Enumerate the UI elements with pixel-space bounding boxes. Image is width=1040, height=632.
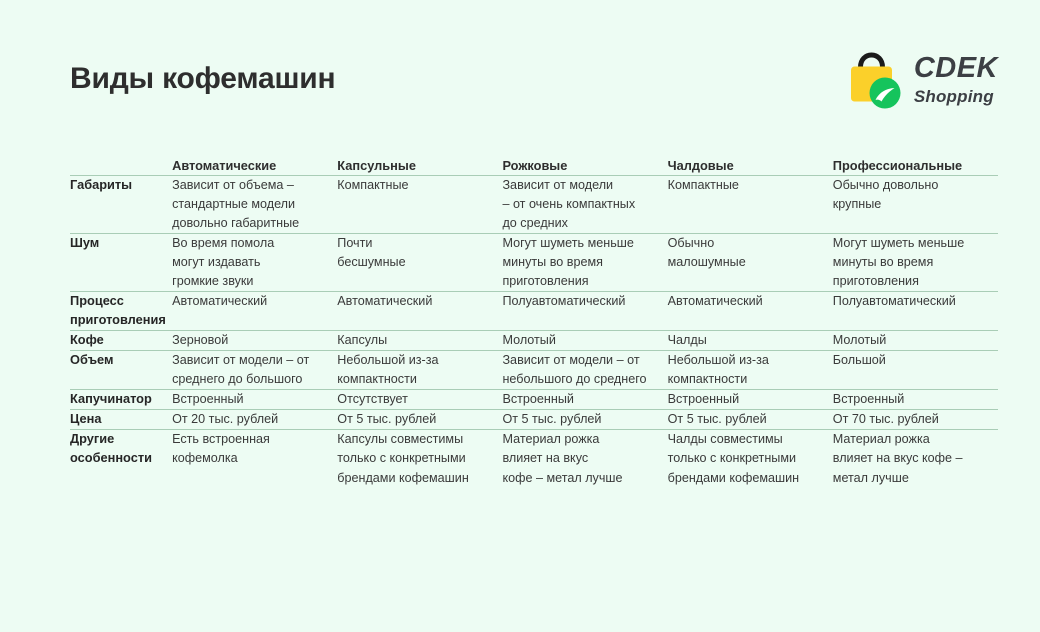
logo-sub-text: Shopping [913, 86, 994, 106]
slide-header [70, 36, 998, 122]
table-cell: Зерновой [172, 330, 337, 350]
table-cell: Почти бесшумные [337, 234, 502, 292]
table-cell: Во время помола могут издавать громкие звуки [172, 234, 337, 292]
cdek-shopping-logo[interactable] [844, 49, 998, 109]
table-cell: Молотый [833, 330, 998, 350]
table-cell: От 20 тыс. рублей [172, 410, 337, 430]
table-row [70, 292, 998, 330]
row-label: Другие особенности [70, 431, 152, 465]
row-label: Объем [70, 350, 172, 389]
table-body [70, 175, 998, 488]
row-label: Шум [70, 234, 172, 292]
logo-wordmark [913, 51, 998, 106]
table-cell: Встроенный [172, 389, 337, 409]
table-cell: Капсулы совместимы только с конкретными брендами кофемашин [337, 432, 469, 485]
table-cell: Чалды совместимы только с конкретными брендами кофемашин [667, 432, 800, 485]
table-cell: Полуавтоматический [833, 292, 998, 330]
table-header-row [70, 158, 998, 175]
row-label: Процесс приготовления [70, 292, 172, 330]
row-label: Габариты [70, 175, 172, 233]
table-cell: Небольшой из-за компактности [337, 350, 502, 389]
table-cell: Встроенный [502, 389, 667, 409]
table-cell: Большой [833, 350, 998, 389]
table-cell: Автоматический [172, 292, 337, 330]
table-corner-cell [70, 158, 172, 175]
table-row [70, 234, 998, 292]
table-row [70, 389, 998, 409]
table-cell: Полуавтоматический [502, 292, 667, 330]
table-cell: Материал рожка влияет на вкус кофе – метал лучше [502, 432, 623, 485]
table-cell: Компактные [668, 175, 833, 233]
table-cell: Есть встроенная кофемолка [172, 432, 270, 466]
page-title: Виды кофемашин [70, 61, 336, 95]
table-row [70, 330, 998, 350]
column-header-1: Капсульные [337, 158, 502, 175]
column-header-3: Чалдовые [668, 158, 833, 175]
column-header-4: Профессиональные [833, 158, 998, 175]
table-head [70, 158, 998, 175]
comparison-table-wrapper [70, 158, 998, 488]
row-label: Капучинатор [70, 389, 172, 409]
table-cell: Зависит от модели – от небольшого до среднего [502, 350, 667, 389]
table-cell: Могут шуметь меньше минуты во время приготовления [833, 234, 998, 292]
shopping-bag-icon [844, 49, 902, 109]
table-cell: От 5 тыс. рублей [502, 410, 667, 430]
table-cell: Обычно малошумные [668, 234, 833, 292]
table-cell: От 5 тыс. рублей [337, 410, 502, 430]
column-header-2: Рожковые [502, 158, 667, 175]
table-row [70, 350, 998, 389]
table-cell: Зависит от объема – стандартные модели довольно габаритные [172, 175, 337, 233]
table-cell: Молотый [502, 330, 667, 350]
table-cell: Чалды [668, 330, 833, 350]
comparison-table [70, 158, 998, 488]
table-cell: Автоматический [337, 292, 502, 330]
table-cell: Зависит от модели – от очень компактных до средних [502, 175, 667, 233]
table-row [70, 430, 998, 488]
table-row [70, 410, 998, 430]
table-cell: Могут шуметь меньше минуты во время приготовления [502, 234, 667, 292]
table-row [70, 175, 998, 233]
row-label: Кофе [70, 330, 172, 350]
logo-brand-text: CDEK [913, 51, 998, 84]
table-cell: Автоматический [668, 292, 833, 330]
table-cell: Материал рожка влияет на вкус кофе – метал лучше [832, 432, 963, 485]
table-cell: Компактные [337, 175, 502, 233]
row-label: Цена [70, 410, 172, 430]
column-header-0: Автоматические [172, 158, 337, 175]
table-cell: Зависит от модели – от среднего до большого [172, 350, 337, 389]
table-cell: От 5 тыс. рублей [668, 410, 833, 430]
table-cell: Встроенный [833, 389, 998, 409]
table-cell: От 70 тыс. рублей [833, 410, 998, 430]
table-cell: Встроенный [668, 389, 833, 409]
table-cell: Обычно довольно крупные [833, 175, 998, 233]
table-cell: Небольшой из-за компактности [668, 350, 833, 389]
table-cell: Капсулы [337, 330, 502, 350]
table-cell: Отсутствует [337, 389, 502, 409]
